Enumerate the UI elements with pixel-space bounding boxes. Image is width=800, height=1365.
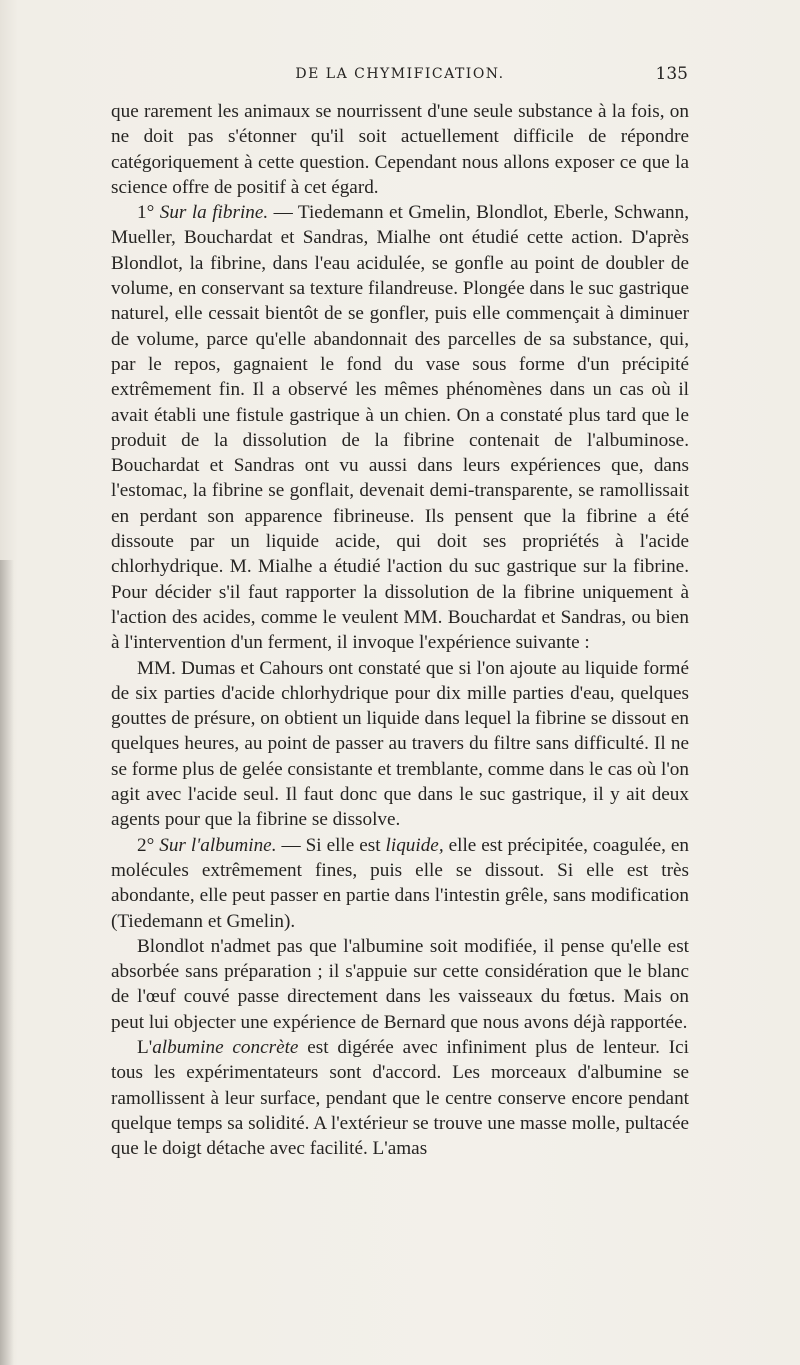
text-run: elle est précipitée, coagulée, en molécules extrêmement fines, puis elle se dissout. Si elle est très abondante, elle peut passer en partie dans l'intestin grêle, sans modification (Tiedemann et Gmelin). [111, 834, 689, 932]
paragraph [111, 934, 689, 1035]
italic-text: Sur l'albumine. [159, 834, 277, 856]
text-run: — Si elle est [276, 834, 386, 856]
paragraph [111, 656, 689, 833]
paragraph [111, 1035, 689, 1161]
page-header [0, 66, 800, 96]
text-run: MM. Dumas et Cahours ont constaté que si l'on ajoute au liquide formé de six parties d'acide chlorhydrique pour dix mille parties d'eau, quelques gouttes de présure, on obtient un liquide dans lequel la fibrine se dissout en quelques heures, au point de passer au travers du filtre sans difficulté. Il ne se forme plus de gelée consistante et tremblante, comme dans le cas où l'on agit avec l'acide seul. Il faut donc que dans le suc gastrique, il y ait deux agents pour que la fibrine se dissolve. [111, 657, 689, 831]
paragraph [111, 833, 689, 934]
page-number: 135 [655, 64, 688, 84]
text-run: 1° [137, 202, 160, 224]
text-run: est digérée avec infiniment plus de lenteur. Ici tous les expérimentateurs sont d'accord. Les morceaux d'albumine se ramollissent à leur surface, pendant que le centre conserve encore pendant quelque temps sa solidité. A l'extérieur se trouve une masse molle, pultacée que le doigt détache avec facilité. L'amas [111, 1036, 689, 1160]
binding-shadow [0, 560, 14, 1365]
text-run: L' [137, 1036, 153, 1058]
paragraph [111, 99, 689, 200]
italic-text: albumine concrète [152, 1036, 299, 1058]
text-run: que rarement les animaux se nourrissent d'une seule substance à la fois, on ne doit pas s'étonner qu'il soit actuellement difficile de répondre catégoriquement à cette question. Cependant nous allons exposer ce que la science offre de positif à cet égard. [111, 101, 689, 198]
text-run: Blondlot n'admet pas que l'albumine soit modifiée, il pense qu'elle est absorbée sans préparation ; il s'appuie sur cette considération que le blanc de l'œuf couvé passe directement dans les vaisseaux du fœtus. Mais on peut lui objecter une expérience de Bernard que nous avons déjà rapportée. [111, 935, 689, 1033]
italic-text: liquide, [385, 834, 444, 856]
body-text [111, 99, 689, 1161]
text-run: 2° [137, 834, 160, 856]
paragraph [111, 200, 689, 655]
running-title: DE LA CHYMIFICATION. [295, 66, 505, 82]
italic-text: Sur la fibrine. [159, 202, 269, 224]
text-run: — Tiedemann et Gmelin, Blondlot, Eberle, Schwann, Mueller, Bouchardat et Sandras, Mialhe ont étudié cette action. D'après Blondlot, la fibrine, dans l'eau acidulée, se gonfle au point de doubler de volume, en conservant sa texture filandreuse. Plongée dans le suc gastrique naturel, elle cessait bientôt de se gonfler, puis elle commençait à diminuer de volume, parce qu'elle abandonnait des parcelles de sa substance, qui, par le repos, gagnaient le fond du vase sous forme d'un précipité extrêmement fin. Il a observé les mêmes phénomènes dans un cas où il avait établi une fistule gastrique à un chien. On a constaté plus tard que le produit de la dissolution de la fibrine contenait de l'albuminose. Bouchardat et Sandras ont vu aussi dans leurs expériences que, dans l'estomac, la fibrine se gonflait, devenait demi-transparente, se ramollissait en perdant son apparence fibrineuse. Ils pensent que la fibrine a été dissoute par un liquide acide, qui doit ses propriétés à l'acide chlorhydrique. M. Mialhe a étudié l'action du suc gastrique sur la fibrine. Pour décider s'il faut rapporter la dissolution de la fibrine uniquement à l'action des acides, comme le veulent MM. Bouchardat et Sandras, ou bien à l'intervention d'un ferment, il invoque l'expérience suivante : [111, 202, 689, 654]
